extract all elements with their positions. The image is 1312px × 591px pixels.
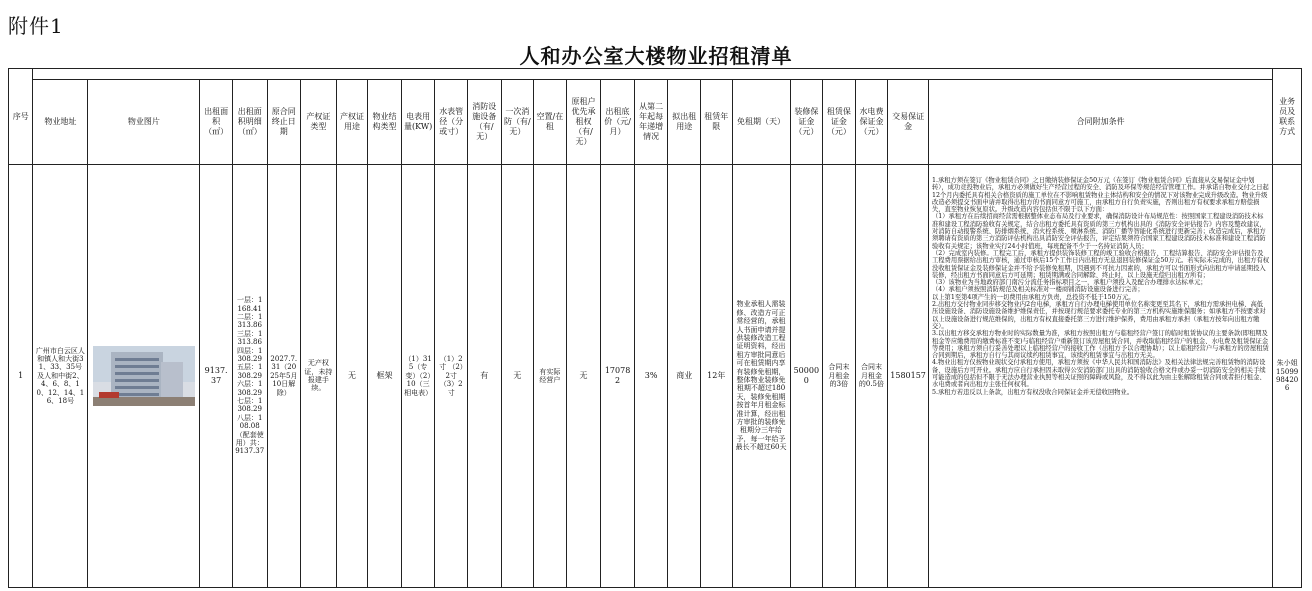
- cell-power: （1）315（专变）（2）10（三相电表）: [401, 165, 435, 588]
- terms-paragraph: （4）承租户须按照消防规范及相关标准对一楼商铺消防设施设备进行完善；: [931, 286, 1144, 294]
- terms-paragraph: 5.承租方若违反以上条款，出租方有权没收合同保证金并无偿收回物业。: [931, 388, 1134, 396]
- terms-paragraph: 2.出租方交付物业同步移交物业内2台电梯，承租方自行办理电梯使用单位名称变更至其名下，承租方需承担电梯、高低压设施设备、消防设施设备维护维保责任，并按现行规范要求委托专业的第三方机构实施维保服务；如承租方不按要求对以上设施设备进行规范维保的，出租方有权直接委托第三方进行维护保养，费用由承租方承担（承租方按年向出租方缴交）。: [931, 301, 1266, 330]
- col-one-time-fire: 一次消防（有/无）: [501, 80, 534, 165]
- col-cert-use: 产权证用途: [336, 80, 368, 165]
- col-power: 电表用量(KW): [401, 80, 435, 165]
- cell-cert-use: 无: [336, 165, 368, 588]
- cell-priority: 无: [566, 165, 601, 588]
- cell-fire: 有: [467, 165, 501, 588]
- cell-water-deposit: 合同末月租金的0.5倍: [855, 165, 888, 588]
- cell-address: 广州市白云区人和镇人和大街31、33、35号及人和中街2、4、6、8、10、12、14、16、18号: [33, 165, 88, 588]
- cell-one-time-fire: 无: [501, 165, 534, 588]
- col-priority: 原租户优先承租权（有/无）: [566, 80, 601, 165]
- cell-structure: 框架: [368, 165, 402, 588]
- col-trade-deposit: 交易保证金: [888, 80, 929, 165]
- cell-cert-type: 无产权证，未持报建手续。: [301, 165, 337, 588]
- col-contract-end: 原合同终止日期: [267, 80, 301, 165]
- col-address: 物业地址: [33, 80, 88, 165]
- col-cert-type: 产权证类型: [301, 80, 337, 165]
- col-area-detail: 出租面积明细（㎡）: [232, 80, 267, 165]
- cell-term: 12年: [700, 165, 732, 588]
- property-photo: [93, 346, 195, 406]
- col-rent-deposit: 租赁保证金（元）: [823, 80, 856, 165]
- col-increase: 从第二年起每年递增情况: [634, 80, 668, 165]
- cell-contract-end: 2027.7.31（2025年5月10日解除）: [267, 165, 301, 588]
- col-water: 水表管径（分或寸）: [435, 80, 468, 165]
- terms-paragraph: （2）完成室内装修。工程完工后，承租方提供装饰装修工程的竣工验收合格报告、工程结算报告、消防安全评估报告及工程费用票据给出租方审核，通过审核后15个工作日内出租方无息退回装修保证金50万元。若实际未完成的，出租方有权没收租赁保证金及装修保证金并不给予装修免租期，因遇到不可抗力因素的，承租方可以书面形式向出租方申请延期投入装修，经出租方书面同意后方可延期；租赁期满或合同解除、终止时，以上设施无偿归出租方所有；: [931, 249, 1270, 279]
- col-structure: 物业结构类型: [368, 80, 402, 165]
- terms-paragraph: 4.物业出租方仅按物业现状交付承租方使用，承租方须按《中华人民共和国消防法》及相关法律法规完善租赁物的消防设备、设施后方可开业。承租方应自行承担因未取得公安消防部门出具的消防验收合格文件或办妥一切消防安全的相关手续可能造成的包括但不限于无法办理营业执照等相关证照的障碍或风险，及不得以此为由主张解除租赁合同或者拒付租金、水电费或者向出租方主张任何权利。: [931, 359, 1266, 389]
- cell-use: 商业: [668, 165, 701, 588]
- terms-paragraph: 以上第1至第4项产生的一切费用由承租方负责，总投资不低于150万元。: [931, 293, 1135, 301]
- cell-increase: 3%: [634, 165, 668, 588]
- property-table: [8, 68, 1302, 588]
- cell-terms: [928, 165, 1272, 588]
- terms-paragraph: 3.以出租方移交承租方物业时的实际数量为准，承租方按照出租方与临租经营户签订的临时租赁协议的主要条款(即租期及租金等应缴费用的缴费标准不变)与临租经营户重新签订该房屋租赁合同，并收取临租经营户的租金、水电费及租赁保证金等费用；承租方须自行妥善处理以上临租经营户的接收工作（出租方予以合理协助）；以上临租经营户与承租方的房屋租赁合同到期后，承租方自行与其商议续约租赁事宜，该续约租赁事宜与出租方无关。: [931, 330, 1269, 360]
- header-spacer: [33, 69, 1273, 80]
- cell-area: 9137.37: [200, 165, 233, 588]
- col-deco-deposit: 装修保证金（元）: [790, 80, 823, 165]
- col-rent-free: 免租期（天）: [732, 80, 790, 165]
- col-vacant: 空置/在租: [534, 80, 567, 165]
- cell-seq: 1: [9, 165, 33, 588]
- page-title: 人和办公室大楼物业招租清单: [519, 44, 793, 68]
- cell-base-price: 170782: [601, 165, 635, 588]
- terms-paragraph: 1.承租方须在签订《物业租赁合同》之日缴纳装修保证金50万元（在签订《物业租赁合同》后直接从交易保证金中划转），成功竞投物业后，承租方必须做好生产经营过程的安全、消防及环保等规范经营管理工作。并承诺自物业交付之日起12个月内委托具有相关合格资质的施工单位在不影响租赁物业主体结构和安全的情况下对该物业完成升级改造。物业升级改造必须提交书面申请并取得出租方的书面同意方可施工，由承租方自行负责实施，否则出租方有权要求承租方赔偿损失，直至物业恢复原状。升级改造内容包括但不限于以下方面：: [931, 177, 1269, 214]
- cell-contact: 朱小姐15099984206: [1273, 165, 1302, 588]
- table-row: [9, 165, 1302, 588]
- col-base-price: 出租底价（元/月）: [601, 80, 635, 165]
- cell-water: （1）2寸 （2）2寸 （3）2寸: [435, 165, 468, 588]
- col-use: 拟出租用途: [668, 80, 701, 165]
- col-fire: 消防设施设备（有/无）: [467, 80, 501, 165]
- attachment-label: 附件1: [8, 14, 64, 38]
- col-seq: 序号: [9, 69, 33, 165]
- col-term: 租赁年限: [700, 80, 732, 165]
- cell-rent-free: 物业承租人需装修、改造方可正常经营的，承租人书面申请并提供装修改造工程证明资料，经出租方审批同意后可在租赁期内享有装修免租期，整体物业装修免租期不超过180天，装修免租期按首年月租金标准计算，经出租方审批的装修免租期分三年给予，每一年给予最长不超过60天: [732, 165, 790, 588]
- col-area: 出租面积（㎡）: [200, 80, 233, 165]
- col-terms: 合同附加条件: [928, 80, 1272, 165]
- terms-paragraph: （1）承租方在后续招商经营需根据整体业态布局及行业要求，确保消防设计布局规范性：按照国家工程建设消防技术标准和建设工程消防验收有关规定，结合出租方委托具有资质的第三方机构出具的《消防安全评估报告》内容及整改建议，对消防自动报警系统、防排烟系统、消火栓系统、喷淋系统、消防广播等智能化系统进行更新完善；改造完成后，承租方须聘请有资质的第三方消防评估机构出具消防安全评估报告，评定结果须符合国家工程建设消防技术标准和建设工程消防验收有关规定；该物业实行24小时值班，每班配备不少于一名持证消防人员；: [931, 213, 1266, 250]
- terms-paragraph: （3）该物业为当地政府部门南污分流任务指标项目之一，承租户须投入及配合办理排水达标单元；: [931, 279, 1207, 287]
- cell-rent-deposit: 合同末月租金的3倍: [823, 165, 856, 588]
- cell-vacant: 有实际经营户: [534, 165, 567, 588]
- cell-deco-deposit: 500000: [790, 165, 823, 588]
- col-water-deposit: 水电费保证金（元）: [855, 80, 888, 165]
- col-photo: 物业图片: [88, 80, 200, 165]
- cell-area-detail: 一层：1168.41 二层：1313.86 三层：1313.86 四层：1308.29 五层：1308.29 六层：1308.29 七层：1308.29 八层：108.08（配套使用）共：9137.37: [232, 165, 267, 588]
- cell-trade-deposit: 1580157: [888, 165, 929, 588]
- col-contact: 业务员及联系方式: [1273, 69, 1302, 165]
- cell-photo: [88, 165, 200, 588]
